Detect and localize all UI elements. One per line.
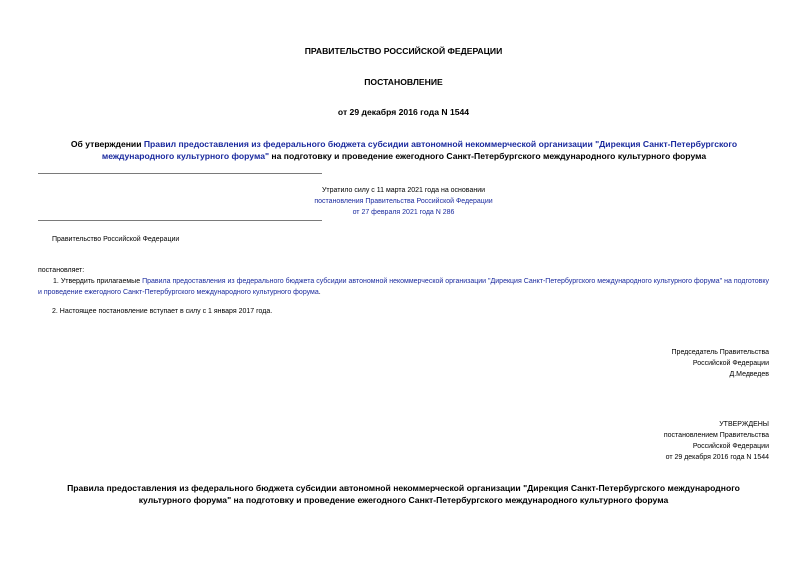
document-date-number: от 29 декабря 2016 года N 1544 <box>337 107 470 117</box>
item-1-rules-link[interactable]: Правила предоставления из федерального бюджета субсидии автономной некоммерческой организации "Дирекция Санкт-Петербургского международного культурного форума" на подготовку и проведение ежегодного Санкт-Петербургского международного культурного форума <box>38 278 769 296</box>
signature-name: Д.Медведев <box>729 371 769 378</box>
approval-line-3: Российской Федерации <box>692 443 769 450</box>
resolves-label: постановляет: <box>38 267 85 274</box>
approval-stamp: УТВЕРЖДЕНЫ <box>719 421 769 428</box>
signature-position-cont: Российской Федерации <box>692 360 769 367</box>
rules-title-line-2: культурного форума" на подготовку и проведение ежегодного Санкт-Петербургского международного культурного форума <box>138 495 669 505</box>
item-1-suffix: . <box>318 289 321 296</box>
rules-title <box>30 482 777 506</box>
title-prefix: Об утверждении <box>70 139 144 149</box>
approval-line-4: от 29 декабря 2016 года N 1544 <box>665 454 769 461</box>
repeal-decree-link[interactable]: постановления Правительства Российской Федерации <box>314 198 493 205</box>
government-heading: ПРАВИТЕЛЬСТВО РОССИЙСКОЙ ФЕДЕРАЦИИ <box>304 46 503 56</box>
approval-block <box>469 419 769 463</box>
status-note <box>240 185 567 218</box>
document-title <box>60 138 748 162</box>
document-type: ПОСТАНОВЛЕНИЕ <box>364 77 443 87</box>
preamble: Правительство Российской Федерации <box>52 236 180 243</box>
repeal-decree-date-link[interactable]: от 27 февраля 2021 года N 286 <box>352 209 455 216</box>
divider-top <box>38 173 322 174</box>
divider-bottom <box>38 220 322 221</box>
status-note-text: Утратило силу с 11 марта 2021 года на основании <box>321 187 486 194</box>
rules-title-line-1: Правила предоставления из федерального бюджета субсидии автономной некоммерческой организации "Дирекция Санкт-Петербургского международного <box>67 483 740 493</box>
approval-line-2: постановлением Правительства <box>663 432 769 439</box>
title-rules-link[interactable]: Правил предоставления из федерального бюджета субсидии автономной некоммерческой организации "Дирекция Санкт-Петербургского международного культурного форума" <box>101 139 738 161</box>
item-2: 2. Настоящее постановление вступает в силу с 1 января 2017 года. <box>52 308 273 315</box>
item-1 <box>38 276 769 298</box>
signature-block <box>469 347 769 380</box>
signature-position: Председатель Правительства <box>671 349 769 356</box>
title-suffix: на подготовку и проведение ежегодного Санкт-Петербургского международного культурного форума <box>269 151 707 161</box>
item-1-prefix: 1. Утвердить прилагаемые <box>53 278 143 285</box>
